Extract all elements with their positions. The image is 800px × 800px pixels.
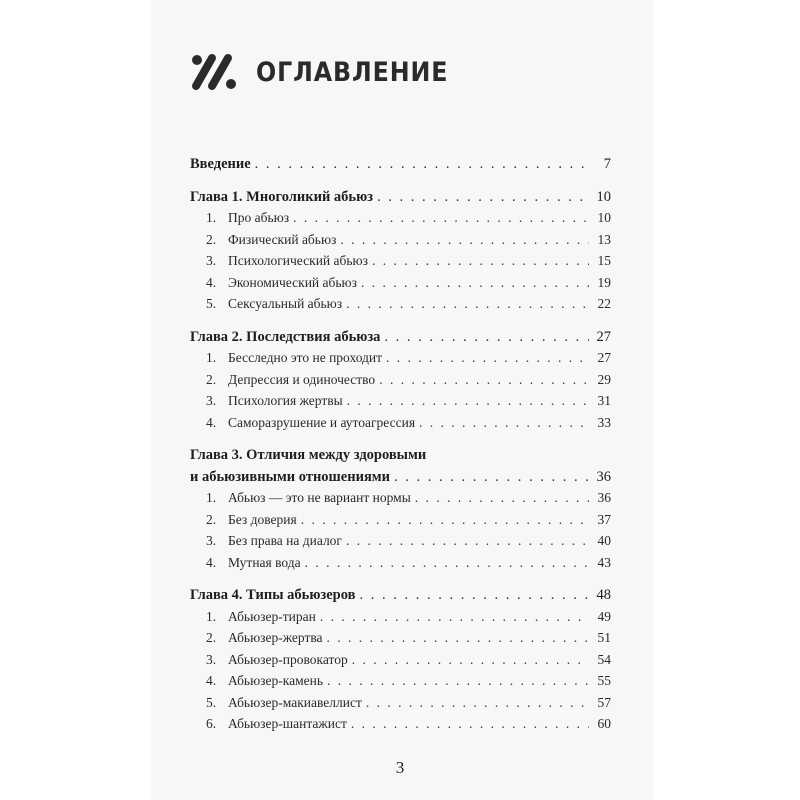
toc-item-number: 3. [206, 393, 217, 408]
toc-page: 10 [596, 188, 611, 205]
toc-page: 51 [597, 630, 611, 645]
toc-page: 55 [597, 673, 611, 688]
toc-page: 40 [597, 533, 611, 548]
leader-dots [301, 512, 589, 528]
leader-dots [415, 490, 589, 506]
leader-dots [384, 329, 589, 346]
leader-dots [359, 587, 589, 604]
page-number: 3 [395, 758, 405, 777]
toc-item-number: 1. [206, 608, 217, 624]
toc-item-number: 6. [206, 716, 217, 731]
toc-entry-title: Глава 1. Многоликий абьюз [190, 188, 374, 205]
toc-item [190, 609, 611, 631]
toc-page: 22 [597, 296, 611, 311]
toc-item [190, 232, 611, 254]
toc-item-number: 1. [206, 210, 217, 225]
toc-page: 10 [597, 210, 611, 225]
toc-chapter-line1 [190, 447, 611, 469]
toc-item-title: Без доверия [228, 511, 297, 527]
toc-entry-title: Глава 3. Отличия между здоровыми [190, 447, 427, 463]
toc-page: 36 [597, 490, 611, 505]
toc-page: 48 [596, 587, 611, 603]
toc-item [190, 716, 611, 738]
toc-item-title: Абьюзер-макиавеллист [228, 694, 362, 710]
toc-item-number: 1. [206, 490, 217, 505]
toc-page: 27 [596, 328, 611, 345]
toc-item-title: Без права на диалог [228, 533, 342, 548]
toc-item [190, 253, 611, 275]
toc-item [190, 372, 611, 394]
leader-dots [346, 533, 589, 549]
toc-item-title: Абьюзер-шантажист [228, 716, 347, 731]
leader-dots [320, 609, 589, 625]
leader-dots [352, 652, 589, 668]
toc-item-title: Мутная вода [228, 554, 301, 570]
toc-item-number: 4. [206, 554, 217, 570]
toc-item-number: 3. [206, 253, 217, 268]
toc-item [190, 533, 611, 555]
toc-item-title: Абьюз — это не вариант нормы [228, 490, 411, 505]
toc-item-number: 2. [206, 511, 217, 527]
leader-dots [366, 695, 589, 711]
toc-page: 37 [597, 511, 611, 527]
toc-item-number: 3. [206, 651, 217, 667]
toc-page: 13 [597, 231, 611, 247]
toc-item [190, 490, 611, 512]
toc-page: 19 [597, 274, 611, 290]
toc-item-number: 3. [206, 533, 217, 548]
toc-page: 43 [597, 554, 611, 570]
toc-chapter [190, 469, 611, 491]
leader-dots [255, 156, 589, 173]
toc-item-number: 4. [206, 274, 217, 290]
toc-page: 31 [597, 393, 611, 408]
leader-dots [394, 469, 589, 486]
toc-item-title: Физический абьюз [228, 231, 337, 247]
leader-dots [419, 415, 589, 431]
toc-item [190, 275, 611, 297]
leader-dots [361, 275, 589, 291]
toc-item-number: 2. [206, 630, 217, 645]
toc-page: 7 [603, 156, 611, 172]
toc-item [190, 296, 611, 318]
toc-item-title: Про абьюз [228, 210, 290, 225]
leader-dots [351, 716, 589, 732]
toc-page: 54 [597, 651, 611, 667]
page-title: ОГЛАВЛЕНИЕ [256, 56, 449, 88]
toc-item-title: Экономический абьюз [228, 274, 357, 290]
toc-item-title: Психология жертвы [228, 393, 343, 408]
toc-page: 33 [597, 414, 611, 430]
toc-item-number: 2. [206, 231, 217, 247]
toc-item [190, 673, 611, 695]
toc-item-title: Саморазрушение и аутоагрессия [228, 414, 416, 430]
header [190, 50, 475, 94]
toc-item-title: Абьюзер-провокатор [228, 651, 348, 667]
toc-page: 27 [597, 350, 611, 365]
leader-dots [305, 555, 589, 571]
toc-page: 60 [597, 716, 611, 731]
toc-item [190, 555, 611, 577]
leader-dots [377, 189, 589, 206]
toc-page: 57 [597, 694, 611, 710]
toc-chapter [190, 587, 611, 609]
toc-page: 29 [597, 371, 611, 387]
toc-item-title: Абьюзер-жертва [228, 630, 323, 645]
leader-dots [327, 630, 589, 646]
toc-item-title: Депрессия и одиночество [228, 371, 376, 387]
toc-item [190, 393, 611, 415]
toc-page: 36 [596, 468, 611, 485]
toc-item-title: Сексуальный абьюз [228, 296, 343, 311]
table-of-contents [190, 156, 611, 738]
double-slash-icon [190, 50, 238, 94]
toc-item [190, 415, 611, 437]
toc-entry-title: Глава 2. Последствия абьюза [190, 328, 381, 345]
toc-item-number: 1. [206, 350, 217, 365]
toc-item-title: Бесследно это не проходит [228, 350, 383, 365]
leader-dots [386, 350, 589, 366]
toc-item-number: 4. [206, 414, 217, 430]
toc-item-title: Психологический абьюз [228, 253, 368, 268]
leader-dots [340, 232, 589, 248]
toc-page: 49 [597, 608, 611, 624]
leader-dots [293, 210, 589, 226]
toc-intro [190, 156, 611, 178]
leader-dots [372, 253, 589, 269]
toc-page: 15 [597, 253, 611, 268]
toc-item [190, 350, 611, 372]
leader-dots [327, 673, 589, 689]
leader-dots [346, 296, 589, 312]
toc-item-number: 2. [206, 371, 217, 387]
toc-chapter [190, 329, 611, 351]
toc-item-number: 4. [206, 673, 217, 688]
leader-dots [347, 393, 589, 409]
leader-dots [379, 372, 589, 388]
toc-entry-title: и абьюзивными отношениями [190, 468, 391, 485]
toc-entry-title: Глава 4. Типы абьюзеров [190, 587, 356, 603]
toc-item-title: Абьюзер-тиран [228, 608, 316, 624]
toc-item-number: 5. [206, 296, 217, 311]
toc-chapter [190, 189, 611, 211]
toc-item [190, 652, 611, 674]
toc-item-title: Абьюзер-камень [228, 673, 324, 688]
toc-item [190, 210, 611, 232]
toc-item [190, 512, 611, 534]
toc-entry-title: Введение [190, 156, 251, 172]
toc-item [190, 695, 611, 717]
toc-item [190, 630, 611, 652]
toc-item-number: 5. [206, 694, 217, 710]
